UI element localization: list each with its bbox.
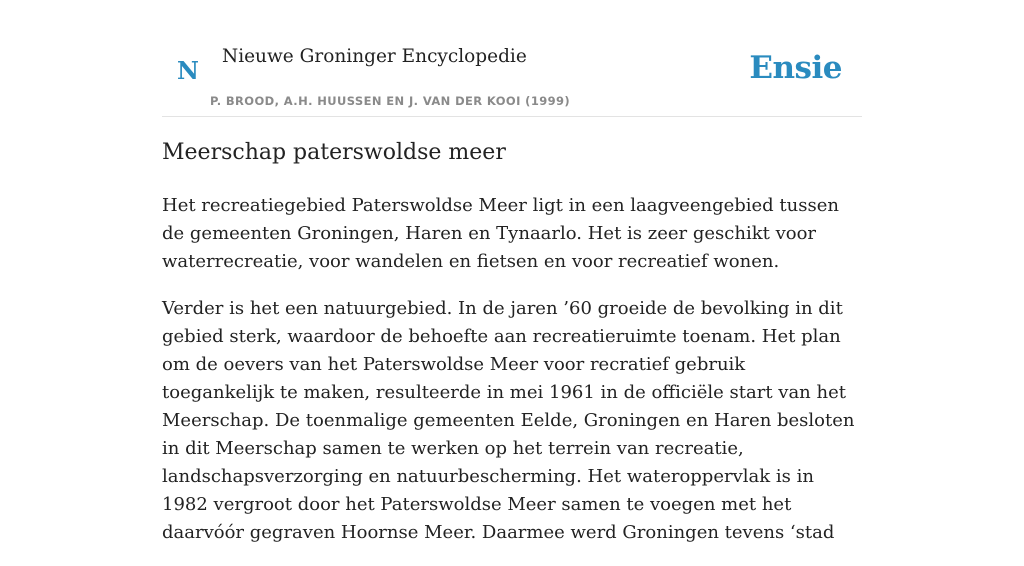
book-title[interactable]: Nieuwe Groninger Encyclopedie [222,46,527,67]
page-header [162,0,862,117]
entry-title: Meerschap paterswoldse meer [162,140,506,165]
book-authors: P. BROOD, A.H. HUUSSEN EN J. VAN DER KOOI (1999) [210,94,571,108]
entry-paragraph: Verder is het een natuurgebied. In de jaren ’60 groeide de bevolking in dit gebied sterk, waardoor de behoefte aan recreatieruimte toenam. Het plan om de oevers van het Paterswoldse Meer voor recratief gebruik toegankelijk te maken, resulteerde in mei 1961 in de officiële start van het Meerschap. De toenmalige gemeenten Eelde, Groningen en Haren besloten in dit Meerschap samen te werken op het terrein van recreatie, landschapsverzorging en natuurbescherming. Het wateroppervlak is in 1982 vergroot door het Paterswoldse Meer samen te voegen met het daarvóór gegraven Hoornse Meer. Daarmee werd Groningen tevens ‘stad [162,298,855,543]
book-logo-icon[interactable]: N [177,56,199,85]
entry-content [162,192,862,566]
entry-paragraph: Het recreatiegebied Paterswoldse Meer ligt in een laagveengebied tussen de gemeenten Groningen, Haren en Tynaarlo. Het is zeer geschikt voor waterrecreatie, voor wandelen en fietsen en voor recreatief wonen. [162,195,839,272]
site-logo[interactable]: Ensie [749,50,842,86]
